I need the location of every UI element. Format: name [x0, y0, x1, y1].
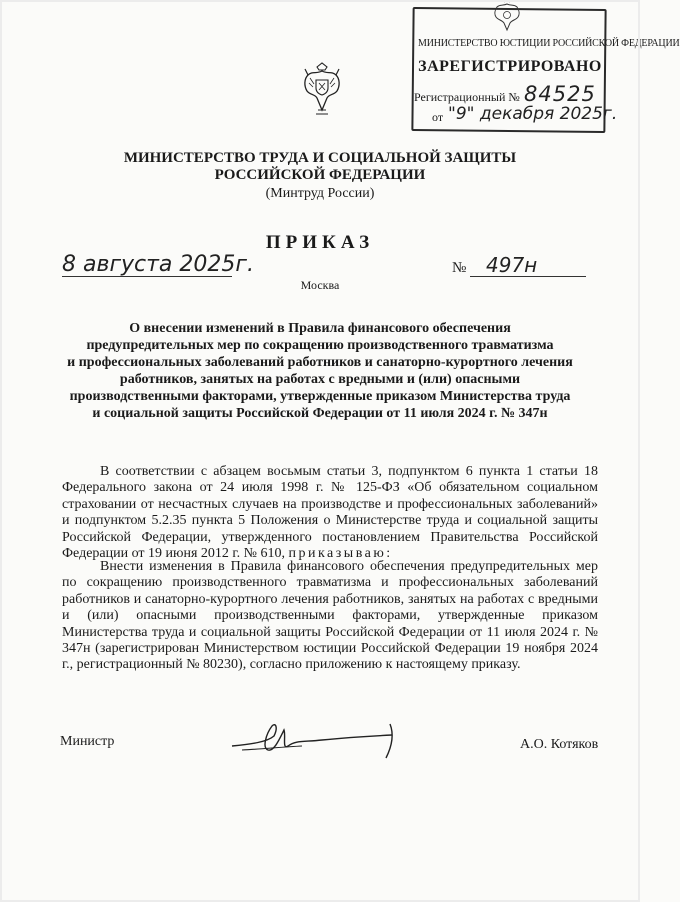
ministry-name-line1: МИНИСТЕРСТВО ТРУДА И СОЦИАЛЬНОЙ ЗАЩИТЫ — [123, 150, 517, 166]
document-number: 497н — [486, 253, 538, 277]
stamp-reg-date: "9" декабря 2025г. — [448, 104, 618, 124]
document-title — [50, 320, 590, 422]
order-word: приказываю: — [288, 546, 393, 562]
title-line: О внесении изменений в Правила финансового обеспечения — [129, 321, 511, 336]
signer-name: А.О. Котяков — [520, 737, 599, 752]
title-line: и социальной защиты Российской Федерации от 11 июля 2024 г. № 347н — [92, 406, 548, 421]
document-date: 8 августа 2025г. — [62, 252, 254, 277]
ministry-name-line2: РОССИЙСКОЙ ФЕДЕРАЦИИ — [214, 167, 426, 183]
number-sign: № — [452, 260, 467, 276]
stamp-registered: ЗАРЕГИСТРИРОВАНО — [418, 58, 602, 75]
stamp-reg-date-prefix: от — [432, 110, 444, 124]
body-paragraph-preamble — [62, 464, 598, 562]
title-line: работников, занятых на работах с вредными и (или) опасными — [119, 372, 521, 387]
document-type: ПРИКАЗ — [265, 232, 375, 253]
title-line: предупредительных мер по сокращению производственного травматизма — [86, 338, 554, 353]
ministry-short-name: (Минтруд России) — [265, 186, 375, 201]
date-underline — [62, 276, 232, 277]
preamble-text: В соответствии с абзацем восьмым статьи 3, подпунктом 6 пункта 1 статьи 18 Федерального закона от 24 июля 1998 г. № 125-ФЗ «Об обязательном социальном страховании от несчастных случаев на производстве и профессиональных заболеваний» и подпунктом 5.2.35 пункта 5 Положения о Министерстве труда и социальной защиты Российской Федерации, утвержденного постановлением Правительства Российской Федерации от 19 июня 2012 г. № 610, — [62, 464, 598, 562]
title-line: производственными факторами, утвержденные приказом Министерства труда — [69, 389, 571, 404]
signer-title: Министр — [60, 734, 115, 749]
number-underline — [470, 276, 586, 277]
stamp-reg-number-label: Регистрационный № — [414, 90, 520, 104]
stamp-reg-number: 84525 — [524, 82, 596, 106]
handwritten-signature — [222, 716, 412, 766]
registration-stamp — [408, 0, 680, 142]
city: Москва — [300, 278, 340, 292]
title-line: и профессиональных заболеваний работников и санаторно-курортного лечения — [67, 355, 573, 370]
small-emblem-icon — [490, 0, 524, 36]
stamp-ministry: МИНИСТЕРСТВО ЮСТИЦИИ РОССИЙСКОЙ ФЕДЕРАЦИИ — [418, 38, 680, 49]
coat-of-arms-icon — [302, 62, 342, 118]
ministry-name — [0, 150, 640, 184]
body-paragraph-order: Внести изменения в Правила финансового обеспечения предупредительных мер по сокращению производственного травматизма и профессиональных заболеваний работников и санаторно-курортного лечения работников, занятых на работах с вредными и (или) опасными производственными факторами, утвержденные приказом Министерства труда и социальной защиты Российской Федерации от 11 июля 2024 г. № 347н (зарегистрирован Министерством юстиции Российской Федерации 19 ноября 2024 г., регистрационный № 80230), согласно приложению к настоящему приказу. — [62, 559, 598, 673]
